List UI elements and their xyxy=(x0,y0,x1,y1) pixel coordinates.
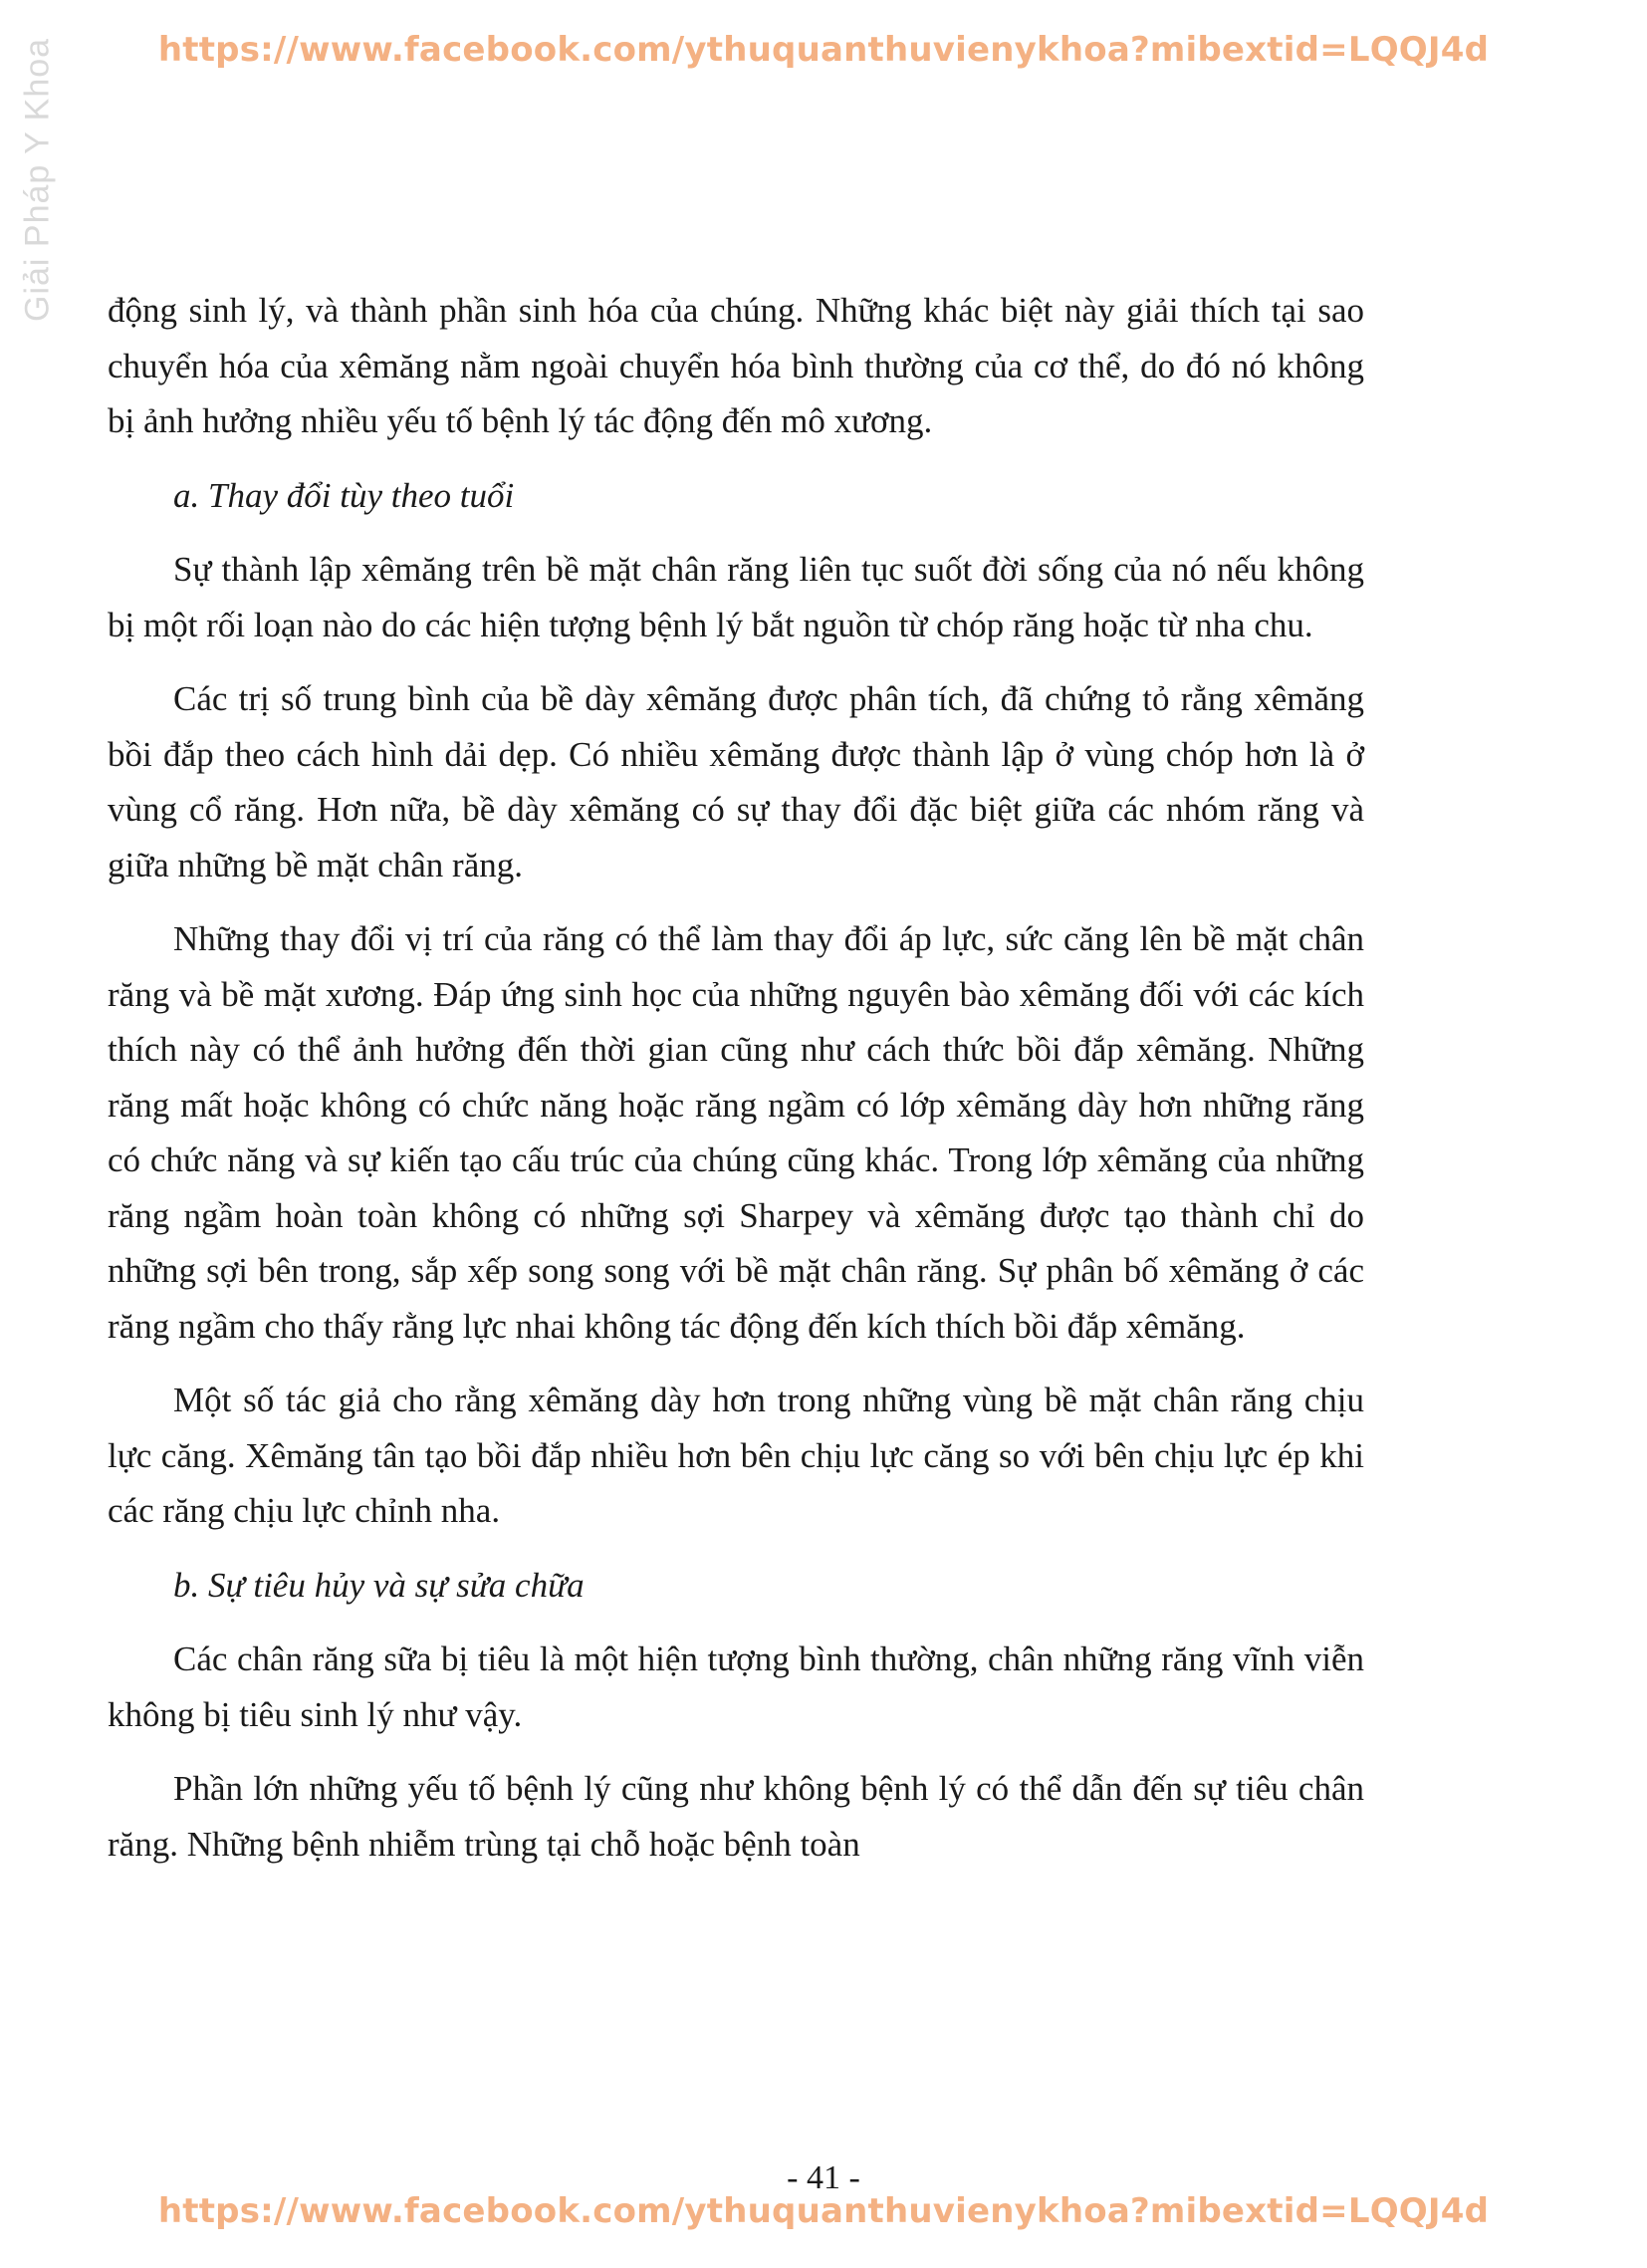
paragraph: Các chân răng sữa bị tiêu là một hiện tượng bình thường, chân những răng vĩnh viễn không bị tiêu sinh lý như vậy. xyxy=(108,1639,1364,1734)
paragraph: Một số tác giả cho rằng xêmăng dày hơn trong những vùng bề mặt chân răng chịu lực căng. Xêmăng tân tạo bồi đắp nhiều hơn bên chịu lực căng so với bên chịu lực ép khi các răng chịu lực chỉnh nha. xyxy=(108,1381,1364,1530)
paragraph: Các trị số trung bình của bề dày xêmăng được phân tích, đã chứng tỏ rằng xêmăng bồi đắp theo cách hình dải dẹp. Có nhiều xêmăng được thành lập ở vùng chóp hơn là ở vùng cổ răng. Hơn nữa, bề dày xêmăng có sự thay đổi đặc biệt giữa các nhóm răng và giữa những bề mặt chân răng. xyxy=(108,679,1364,884)
paragraph: Phần lớn những yếu tố bệnh lý cũng như không bệnh lý có thể dẫn đến sự tiêu chân răng. Những bệnh nhiễm trùng tại chỗ hoặc bệnh toàn xyxy=(108,1769,1364,1864)
header-url-link[interactable]: https://www.facebook.com/ythuquanthuvienykhoa?mibextid=LQQJ4d xyxy=(157,30,1490,70)
page-number: - 41 - xyxy=(787,2159,860,2196)
footer-url-link[interactable]: https://www.facebook.com/ythuquanthuvienykhoa?mibextid=LQQJ4d xyxy=(157,2191,1490,2231)
section-heading-age-change: a. Thay đổi tùy theo tuổi xyxy=(173,475,515,515)
paragraph: Sự thành lập xêmăng trên bề mặt chân răng liên tục suốt đời sống của nó nếu không bị một rối loạn nào do các hiện tượng bệnh lý bắt nguồn từ chóp răng hoặc từ nha chu. xyxy=(108,550,1364,644)
body-text xyxy=(108,283,1364,1890)
paragraph: Những thay đổi vị trí của răng có thể làm thay đổi áp lực, sức căng lên bề mặt chân răng và bề mặt xương. Đáp ứng sinh học của những nguyên bào xêmăng đối với các kích thích này có thể ảnh hưởng đến thời gian cũng như cách thức bồi đắp xêmăng. Những răng mất hoặc không có chức năng hoặc răng ngầm có lớp xêmăng dày hơn những răng có chức năng và sự kiến tạo cấu trúc của chúng cũng khác. Trong lớp xêmăng của những răng ngầm hoàn toàn không có những sợi Sharpey và xêmăng được tạo thành chỉ do những sợi bên trong, sắp xếp song song với bề mặt chân răng. Sự phân bố xêmăng ở các răng ngầm cho thấy rằng lực nhai không tác động đến kích thích bồi đắp xêmăng. xyxy=(108,919,1364,1346)
side-watermark: Giải Pháp Y Khoa xyxy=(18,37,57,322)
paragraph-continuation: động sinh lý, và thành phần sinh hóa của chúng. Những khác biệt này giải thích tại sao chuyển hóa của xêmăng nằm ngoài chuyển hóa bình thường của cơ thể, do đó nó không bị ảnh hưởng nhiều yếu tố bệnh lý tác động đến mô xương. xyxy=(108,291,1364,440)
section-heading-resorption-repair: b. Sự tiêu hủy và sự sửa chữa xyxy=(173,1565,585,1605)
